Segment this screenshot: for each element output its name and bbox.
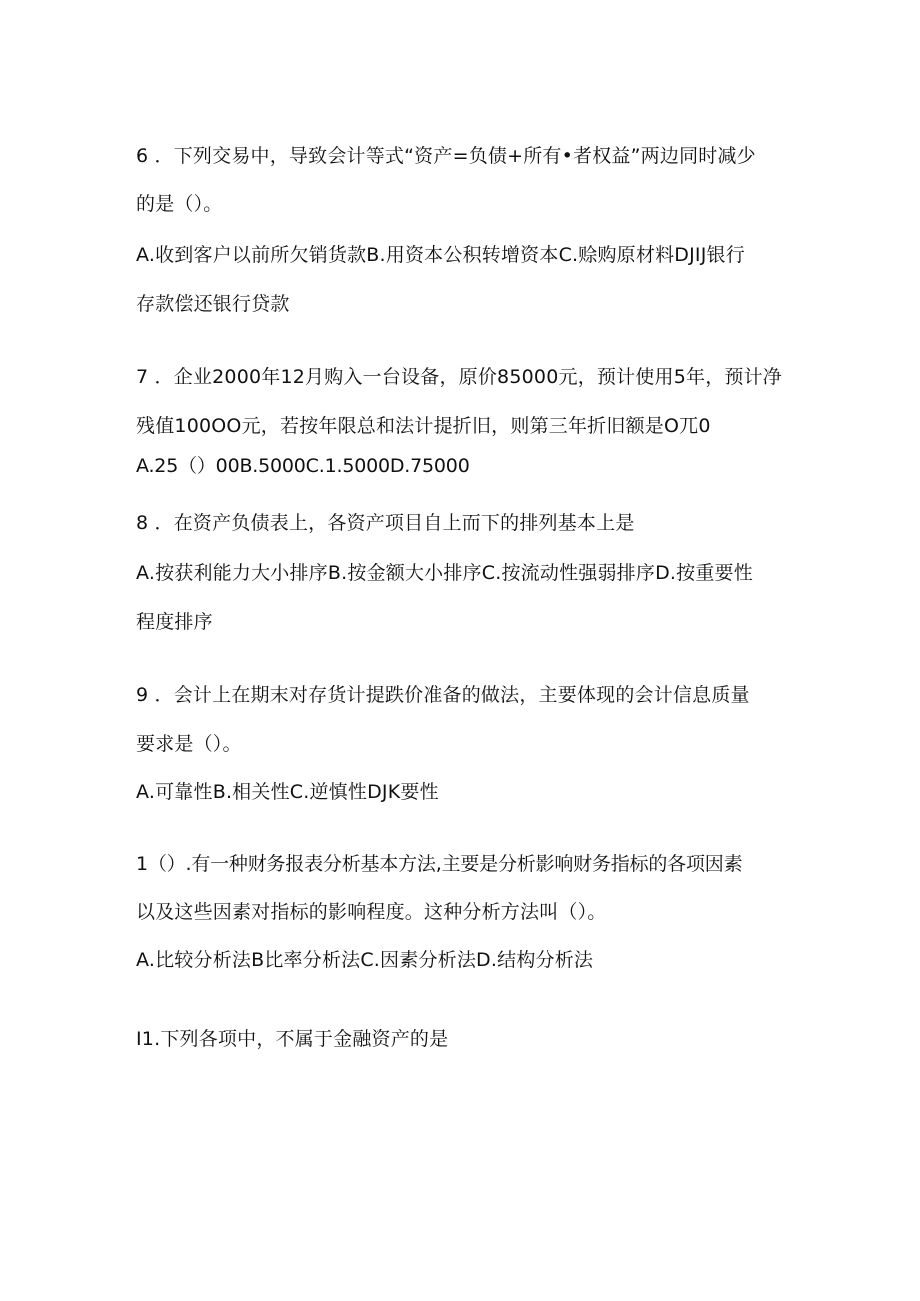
question-10-line-2: 以及这些因素对指标的影响程度。这种分析方法叫（）。 [136, 901, 607, 923]
question-6-options-line-1: A.收到客户以前所欠销货款B.用资本公积转增资本C.赊购原材料DJIJ银行 [136, 244, 745, 266]
question-8-options-line-2: 程度排序 [136, 611, 213, 633]
question-7-line-1: 7 ．企业2000年12月购入一台设备，原价85000元，预计使用5年，预计净 [136, 366, 782, 388]
question-6-options-line-2: 存款偿还银行贷款 [136, 293, 290, 315]
question-10-options: A.比较分析法B比率分析法C.因素分析法D.结构分析法 [136, 949, 594, 971]
question-10-line-1: 1（）.有一种财务报表分析基本方法,主要是分析影响财务指标的各项因素 [136, 853, 743, 875]
question-8-line-1: 8 ．在资产负债表上，各资产项目自上而下的排列基本上是 [136, 512, 635, 534]
question-6-line-1: 6 ．下列交易中，导致会计等式“资产=负债+所有•者权益”两边同时减少 [136, 145, 756, 167]
question-11-line-1: I1.下列各项中，不属于金融资产的是 [136, 1028, 449, 1050]
question-8-options-line-1: A.按获利能力大小排序B.按金额大小排序C.按流动性强弱排序D.按重要性 [136, 562, 753, 584]
question-9-options: A.可靠性B.相关性C.逆慎性DJK要性 [136, 781, 439, 803]
question-7-options: A.25（）00B.5000C.1.5000D.75000 [136, 455, 470, 477]
question-7-line-2: 残值100OO元，若按年限总和法计提折旧，则第三年折旧额是O兀0 [136, 415, 711, 437]
question-6-line-2: 的是（）。 [136, 193, 223, 215]
question-9-line-2: 要求是（）。 [136, 733, 242, 755]
question-9-line-1: 9 ．会计上在期末对存货计提跌价准备的做法，主要体现的会计信息质量 [136, 684, 750, 706]
